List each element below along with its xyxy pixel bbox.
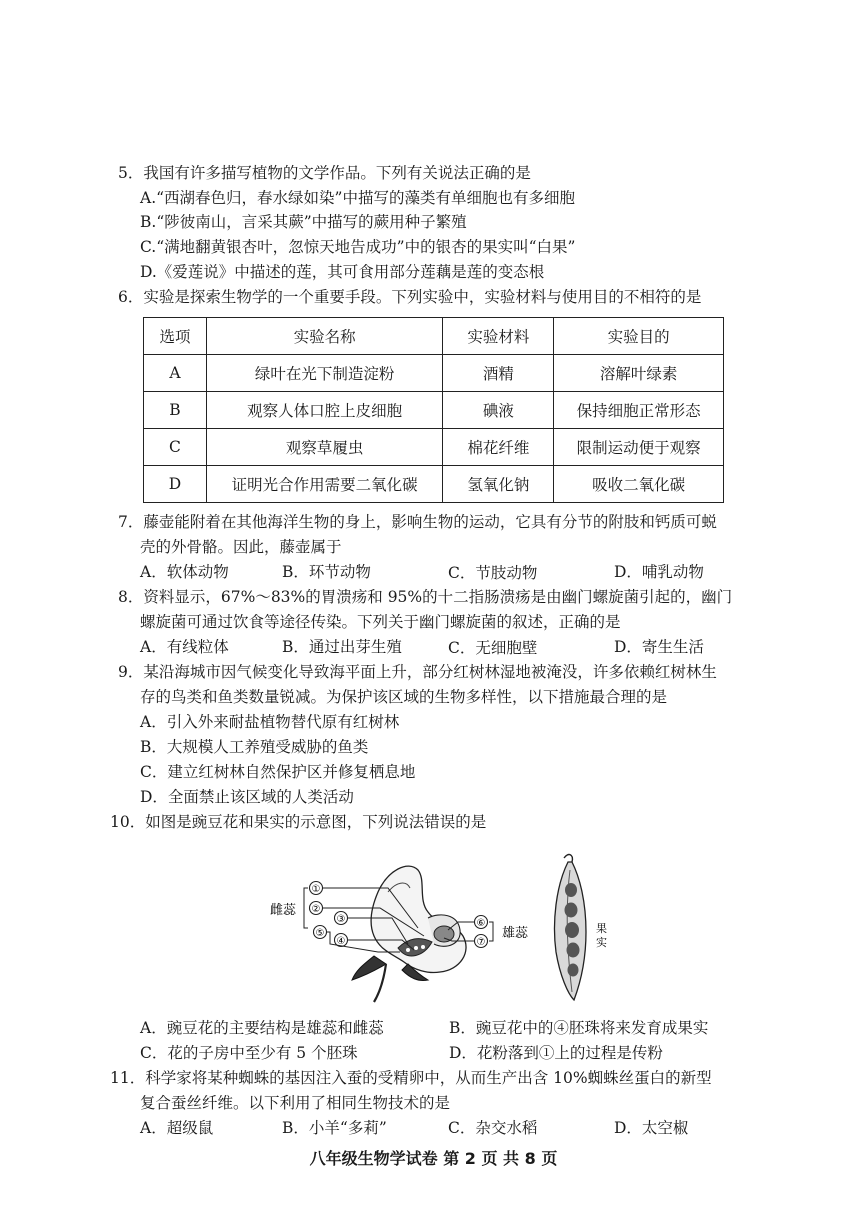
q6-stem: 6．实验是探索生物学的一个重要手段。下列实验中，实验材料与使用目的不相符的是 xyxy=(118,288,702,306)
table-row xyxy=(144,355,724,392)
q11-line2: 复合蚕丝纤维。以下利用了相同生物技术的是 xyxy=(140,1094,451,1112)
q8-option-b: B．通过出芽生殖 xyxy=(282,638,402,656)
q10-option-c: C．花的子房中至少有 5 个胚珠 xyxy=(140,1044,358,1062)
table-row xyxy=(144,429,724,466)
table-header: 实验目的 xyxy=(554,318,724,355)
label-stamen: 雄蕊 xyxy=(502,926,529,941)
q10-stem: 10．如图是豌豆花和果实的示意图，下列说法错误的是 xyxy=(110,813,487,831)
table-cell: 绿叶在光下制造淀粉 xyxy=(206,355,443,392)
table-cell: 溶解叶绿素 xyxy=(554,355,724,392)
q11-option-a: A．超级鼠 xyxy=(140,1119,214,1137)
label-num-3: ③ xyxy=(336,914,346,925)
table-cell: 观察人体口腔上皮细胞 xyxy=(206,392,443,429)
table-row xyxy=(144,466,724,503)
label-num-7: ⑦ xyxy=(476,937,486,948)
q9-option-d: D．全面禁止该区域的人类活动 xyxy=(140,788,354,806)
q8-line1: 8．资料显示，67%～83%的胃溃疡和 95%的十二指肠溃疡是由幽门螺旋菌引起的，幽门 xyxy=(118,588,733,606)
table-cell: 证明光合作用需要二氧化碳 xyxy=(206,466,443,503)
q10-option-b: B．豌豆花中的④胚珠将来发育成果实 xyxy=(449,1019,709,1037)
table-row xyxy=(144,392,724,429)
q5-option-a: A.“西湖春色归，春水绿如染”中描写的藻类有单细胞也有多细胞 xyxy=(140,189,575,207)
q7-line1: 7．藤壶能附着在其他海洋生物的身上，影响生物的运动，它具有分节的附肢和钙质可蜕 xyxy=(118,513,717,531)
q8-option-a: A．有线粒体 xyxy=(140,638,229,656)
q11-option-d: D．太空椒 xyxy=(614,1119,689,1137)
table-cell: 酒精 xyxy=(443,355,554,392)
label-num-6: ⑥ xyxy=(476,918,486,929)
q9-option-b: B．大规模人工养殖受威胁的鱼类 xyxy=(140,738,369,756)
table-cell: 观察草履虫 xyxy=(206,429,443,466)
table-cell: 棉花纤维 xyxy=(443,429,554,466)
q8-option-d: D．寄生生活 xyxy=(614,638,704,656)
table-cell: A xyxy=(144,355,207,392)
q7-line2: 壳的外骨骼。因此，藤壶属于 xyxy=(140,538,342,556)
q10-option-a: A．豌豆花的主要结构是雄蕊和雌蕊 xyxy=(140,1019,384,1037)
q11-option-b: B．小羊“多莉” xyxy=(282,1119,387,1137)
table-header: 实验材料 xyxy=(443,318,554,355)
table-cell: 保持细胞正常形态 xyxy=(554,392,724,429)
pea-flower-figure xyxy=(268,852,628,1011)
label-fruit: 果 实 xyxy=(596,922,607,949)
q7-option-a: A．软体动物 xyxy=(140,563,229,581)
label-num-4: ④ xyxy=(336,936,346,947)
table-cell: C xyxy=(144,429,207,466)
label-num-5: ⑤ xyxy=(315,928,325,939)
q5-stem: 5．我国有许多描写植物的文学作品。下列有关说法正确的是 xyxy=(118,164,531,182)
q9-option-a: A．引入外来耐盐植物替代原有红树林 xyxy=(140,713,400,731)
label-num-1: ① xyxy=(311,884,321,895)
label-num-2: ② xyxy=(311,904,321,915)
table-cell: 吸收二氧化碳 xyxy=(554,466,724,503)
q7-option-b: B．环节动物 xyxy=(282,563,371,581)
q11-option-c: C．杂交水稻 xyxy=(448,1119,538,1137)
q5-option-c: C.“满地翻黄银杏叶，忽惊天地告成功”中的银杏的果实叫“白果” xyxy=(140,238,576,256)
table-cell: 限制运动便于观察 xyxy=(554,429,724,466)
q7-option-d: D．哺乳动物 xyxy=(614,563,704,581)
table-cell: 氢氧化钠 xyxy=(443,466,554,503)
table-header: 实验名称 xyxy=(206,318,443,355)
q9-line1: 9．某沿海城市因气候变化导致海平面上升，部分红树林湿地被淹没，许多依赖红树林生 xyxy=(118,663,717,681)
label-pistil: 雌蕊 xyxy=(270,903,297,918)
q5-option-b: B.“陟彼南山，言采其蕨”中描写的蕨用种子繁殖 xyxy=(140,213,467,231)
q11-line1: 11．科学家将某种蜘蛛的基因注入蚕的受精卵中，从而生产出含 10%蜘蛛丝蛋白的新型 xyxy=(110,1069,712,1087)
table-header: 选项 xyxy=(144,318,207,355)
pea-flower-diagram xyxy=(268,852,628,1007)
q8-line2: 螺旋菌可通过饮食等途径传染。下列关于幽门螺旋菌的叙述，正确的是 xyxy=(140,613,621,631)
q5-option-d: D.《爱莲说》中描述的莲，其可食用部分莲藕是莲的变态根 xyxy=(140,263,545,281)
page-footer: 八年级生物学试卷 第 2 页 共 8 页 xyxy=(309,1149,558,1168)
table-cell: D xyxy=(144,466,207,503)
q9-option-c: C．建立红树林自然保护区并修复栖息地 xyxy=(140,763,416,781)
q10-option-d: D．花粉落到①上的过程是传粉 xyxy=(449,1044,663,1062)
q9-line2: 存的鸟类和鱼类数量锐减。为保护该区域的生物多样性，以下措施最合理的是 xyxy=(140,688,668,706)
q7-option-c: C．节肢动物 xyxy=(448,564,538,582)
table-cell: B xyxy=(144,392,207,429)
table-cell: 碘液 xyxy=(443,392,554,429)
table-header-row xyxy=(144,318,724,355)
experiment-table xyxy=(143,317,724,503)
q8-option-c: C．无细胞壁 xyxy=(448,639,538,657)
